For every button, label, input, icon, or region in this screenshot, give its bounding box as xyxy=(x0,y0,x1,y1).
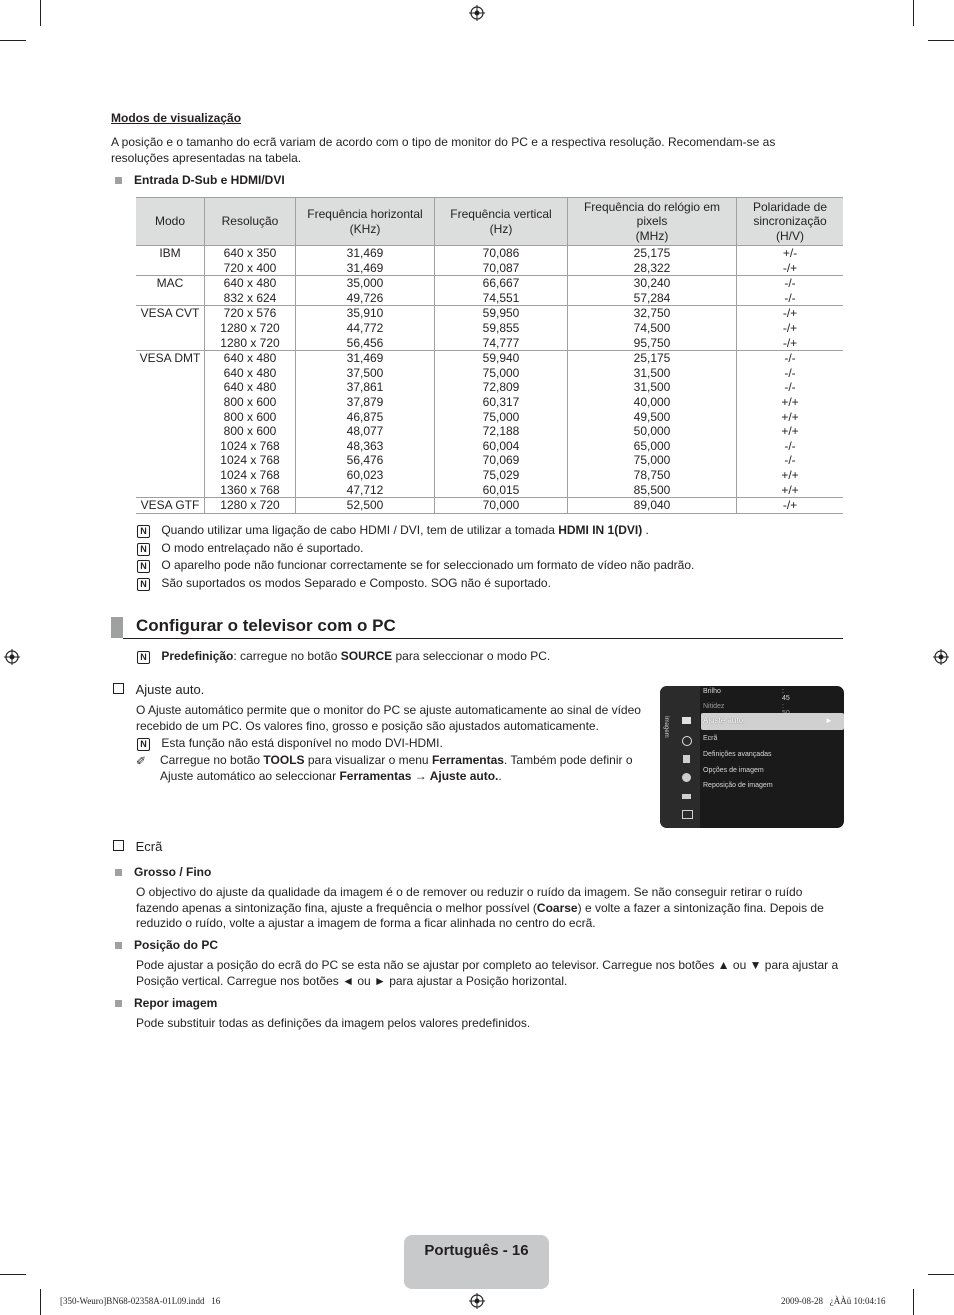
osd-selected-item: Ajuste auto. ► xyxy=(701,713,844,730)
table-cell: 25,175 28,322 xyxy=(568,246,737,276)
registration-mark-icon xyxy=(4,649,20,665)
table-cell: IBM xyxy=(136,246,205,276)
osd-menu-screenshot xyxy=(660,686,844,828)
table-cell: 1280 x 720 xyxy=(205,498,296,514)
table-cell: +/- -/+ xyxy=(737,246,844,276)
note-item: N Esta função não está disponível no modo DVI-HDMI. xyxy=(137,736,443,752)
section-heading-modes: Modos de visualização xyxy=(111,111,242,125)
crop-mark xyxy=(40,1289,41,1315)
registration-mark-icon xyxy=(933,649,949,665)
play-arrow-icon: ► xyxy=(825,716,833,725)
input-label: Entrada D-Sub e HDMI/DVI xyxy=(115,173,285,189)
ecra-item-title: Grosso / Fino xyxy=(115,865,211,881)
osd-sidebar xyxy=(660,686,700,828)
osd-item: Reposição de imagem xyxy=(703,782,773,789)
note-icon: N xyxy=(137,738,150,751)
channel-icon xyxy=(683,755,690,763)
checkbox-square-icon xyxy=(113,683,124,694)
table-cell: VESA DMT xyxy=(136,351,205,498)
ecra-item-text: Pode substituir todas as definições da imagem pelos valores predefinidos. xyxy=(136,1016,531,1030)
table-cell: MAC xyxy=(136,276,205,306)
table-cell: 59,950 59,855 74,777 xyxy=(435,306,568,351)
osd-item: Ecrã xyxy=(703,735,718,742)
table-row xyxy=(136,246,843,276)
note-icon: N xyxy=(137,525,150,538)
table-cell: 59,940 75,000 72,809 60,317 75,000 72,188 60,004 70,069 75,029 60,015 xyxy=(435,351,568,498)
subheading-ajuste: Ajuste auto. xyxy=(113,682,204,698)
table-row xyxy=(136,276,843,306)
table-header: Modo xyxy=(136,198,205,246)
table-cell: -/+ xyxy=(737,498,844,514)
table-cell: 640 x 480 640 x 480 640 x 480 800 x 600 800 x 600 800 x 600 1024 x 768 1024 x 768 1024 x 768 1360 x 768 xyxy=(205,351,296,498)
table-row xyxy=(136,351,843,498)
note-item: N São suportados os modos Separado e Composto. SOG não é suportado. xyxy=(137,576,551,592)
checkbox-square-icon xyxy=(113,840,124,851)
input-icon xyxy=(682,794,691,799)
table-header: Resolução xyxy=(205,198,296,246)
ecra-item-title: Repor imagem xyxy=(115,996,217,1012)
table-cell: 720 x 576 1280 x 720 1280 x 720 xyxy=(205,306,296,351)
page-number: Português - 16 xyxy=(424,1242,529,1259)
crop-mark xyxy=(913,1289,914,1315)
table-cell: 25,175 31,500 31,500 40,000 49,500 50,000 65,000 75,000 78,750 85,500 xyxy=(568,351,737,498)
osd-item: Definições avançadas xyxy=(703,751,772,758)
file-info: [350-Weuro]BN68-02358A-01L09.indd 16 xyxy=(60,1296,221,1306)
table-cell: 32,750 74,500 95,750 xyxy=(568,306,737,351)
section-rule xyxy=(123,638,843,639)
table-cell: 640 x 350 720 x 400 xyxy=(205,246,296,276)
table-cell: 31,469 37,500 37,861 37,879 46,875 48,077 48,363 56,476 60,023 47,712 xyxy=(296,351,435,498)
table-cell: 89,040 xyxy=(568,498,737,514)
sound-icon xyxy=(682,736,692,746)
note-icon: N xyxy=(137,560,150,573)
modes-intro: A posição e o tamanho do ecrã variam de acordo com o tipo de monitor do PC e a respectiva resolução. Recomendam-se as resoluções apresentadas na tabela. xyxy=(111,135,776,165)
note-item: N O modo entrelaçado não é suportado. xyxy=(137,541,363,557)
table-cell: 66,667 74,551 xyxy=(435,276,568,306)
tools-icon: ✐ xyxy=(136,754,147,768)
ajuste-description: O Ajuste automático permite que o monitor do PC se ajuste automaticamente ao sinal de vídeo recebido de um PC. Os valores fino, grosso e posição são ajustados automaticamente. xyxy=(136,703,641,733)
display-modes-table xyxy=(136,197,843,514)
setup-icon xyxy=(682,773,691,782)
picture-icon xyxy=(682,717,691,724)
osd-item: Nitidez : xyxy=(703,703,784,710)
table-header: Frequência vertical (Hz) xyxy=(435,198,568,246)
bullet-square-icon xyxy=(115,942,122,949)
section-heading-config: Configurar o televisor com o PC xyxy=(136,616,396,635)
application-icon xyxy=(682,810,693,819)
table-header: Frequência horizontal (KHz) xyxy=(296,198,435,246)
section-marker xyxy=(111,617,123,638)
crop-mark xyxy=(928,40,954,41)
table-cell: -/- -/- xyxy=(737,276,844,306)
note-item: N Predefinição: carregue no botão SOURCE para seleccionar o modo PC. xyxy=(137,649,550,665)
table-cell: 70,000 xyxy=(435,498,568,514)
table-cell: VESA GTF xyxy=(136,498,205,514)
table-row xyxy=(136,498,843,514)
crop-mark xyxy=(0,1274,26,1275)
registration-mark-icon xyxy=(469,1293,485,1309)
tools-note: ✐ Carregue no botão TOOLS para visualizar o menu Ferramentas. Também pode definir o Ajuste automático ao seleccionar Ferramentas → Ajuste auto.. xyxy=(136,753,633,783)
table-cell: 640 x 480 832 x 624 xyxy=(205,276,296,306)
note-item: N O aparelho pode não funcionar correctamente se for seleccionado um formato de vídeo não padrão. xyxy=(137,558,694,574)
crop-mark xyxy=(40,0,41,26)
table-cell: 35,000 49,726 xyxy=(296,276,435,306)
osd-side-label: Imagem xyxy=(663,716,669,738)
page-number-box xyxy=(404,1235,549,1289)
print-date: 2009-08-28 ¿ÀÀü 10:04:16 xyxy=(781,1296,886,1306)
table-header: Polaridade de sincronização (H/V) xyxy=(737,198,844,246)
subheading-ecra: Ecrã xyxy=(113,839,162,855)
ecra-item-text: Pode ajustar a posição do ecrã do PC se esta não se ajustar por completo ao televisor. Carregue nos botões ▲ ou ▼ para ajustar a Posição vertical. Carregue nos botões ◄ ou ► para ajustar a Posição horizontal. xyxy=(136,958,839,988)
registration-mark-icon xyxy=(469,5,485,21)
note-icon: N xyxy=(137,578,150,591)
table-cell: -/- -/- -/- +/+ +/+ +/+ -/- -/- +/+ +/+ xyxy=(737,351,844,498)
table-cell: 35,910 44,772 56,456 xyxy=(296,306,435,351)
crop-mark xyxy=(928,1274,954,1275)
bullet-square-icon xyxy=(115,869,122,876)
note-item: N Quando utilizar uma ligação de cabo HDMI / DVI, tem de utilizar a tomada HDMI IN 1(DVI) . xyxy=(137,523,649,539)
bullet-square-icon xyxy=(115,177,122,184)
table-cell: 52,500 xyxy=(296,498,435,514)
table-row xyxy=(136,306,843,351)
ecra-item-title: Posição do PC xyxy=(115,938,218,954)
table-cell: 31,469 31,469 xyxy=(296,246,435,276)
osd-item: Brilho : 45 xyxy=(703,688,790,702)
table-cell: 70,086 70,087 xyxy=(435,246,568,276)
crop-mark xyxy=(0,40,26,41)
note-icon: N xyxy=(137,543,150,556)
table-header: Frequência do relógio em pixels (MHz) xyxy=(568,198,737,246)
ecra-item-text: O objectivo do ajuste da qualidade da imagem é o de remover ou reduzir o ruído da imagem. Se não conseguir retirar o ruído fazendo apenas a sintonização fina, ajuste a frequência o melhor possível (Coarse) e volte a fazer a sintonização fina. Depois de reduzido o ruído, volte a ajustar a imagem de forma a ficar alinhada no centro do ecrã. xyxy=(136,885,824,930)
osd-item: Opções de imagem xyxy=(703,767,764,774)
bullet-square-icon xyxy=(115,1000,122,1007)
table-cell: 30,240 57,284 xyxy=(568,276,737,306)
note-icon: N xyxy=(137,651,150,664)
table-cell: -/+ -/+ -/+ xyxy=(737,306,844,351)
crop-mark xyxy=(913,0,914,26)
table-cell: VESA CVT xyxy=(136,306,205,351)
